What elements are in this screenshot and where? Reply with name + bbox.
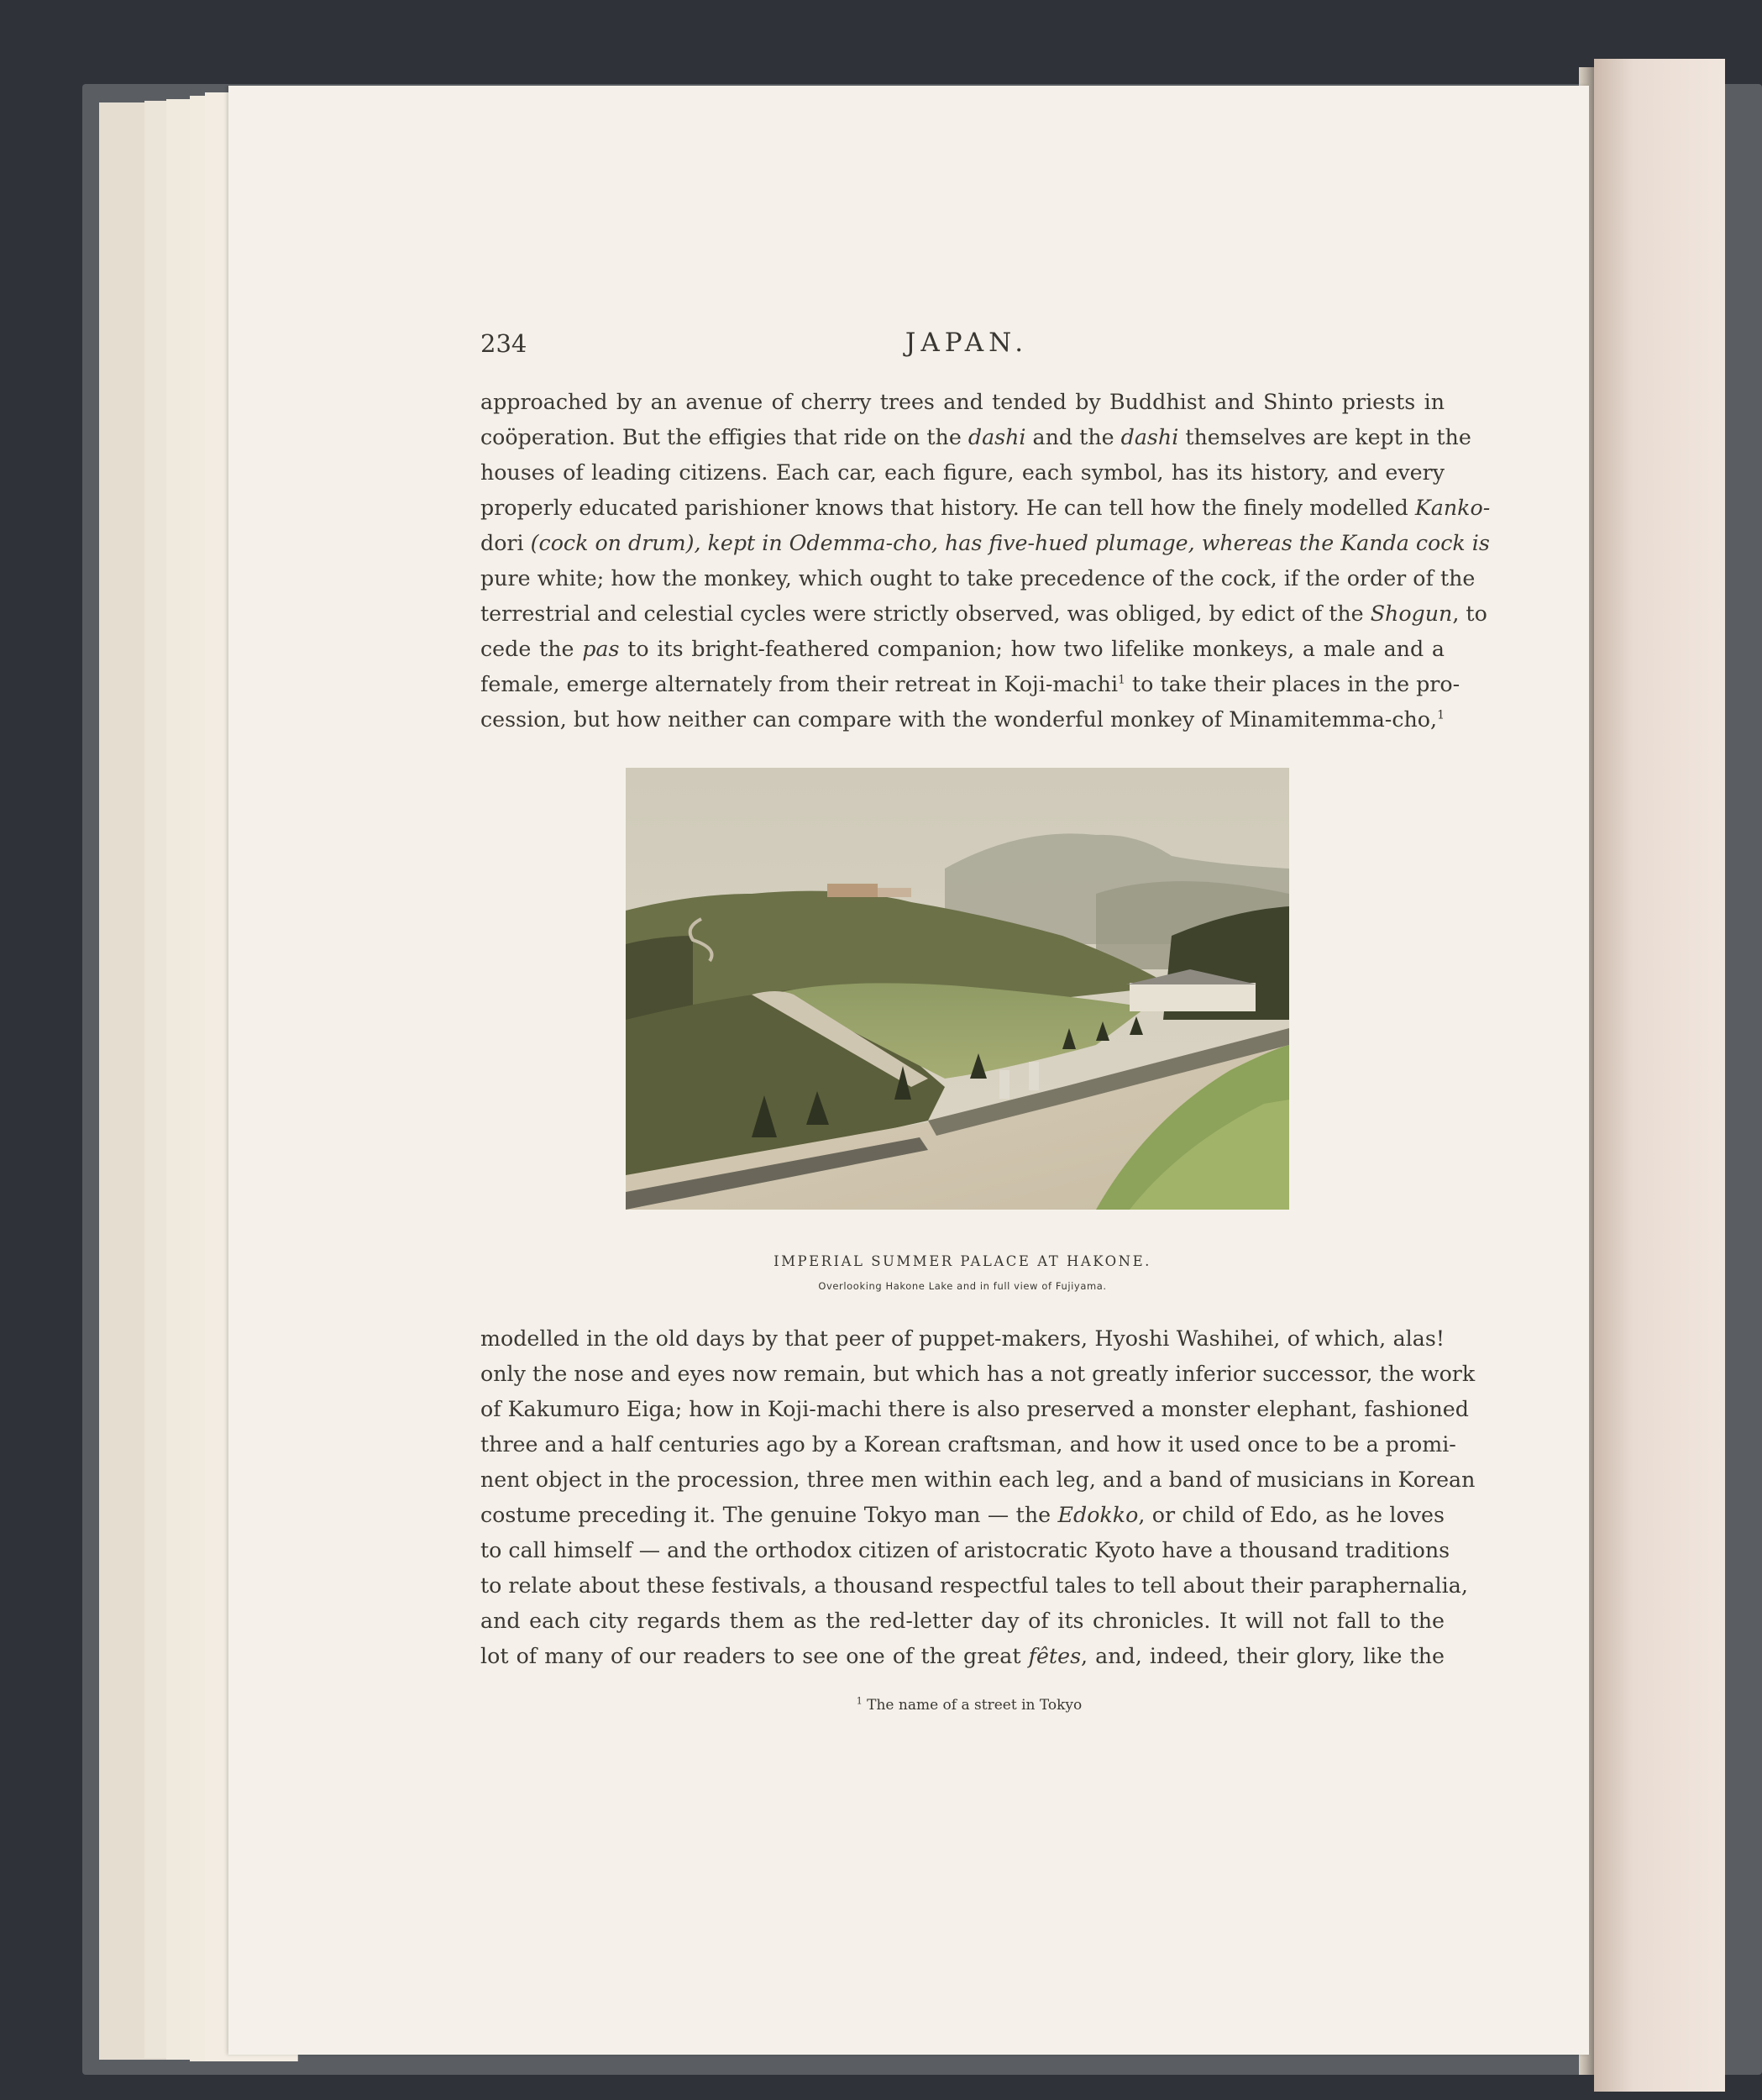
- text-segment: pure white; how the monkey, which ought to take precedence of the cock, if the order of the: [480, 566, 1476, 591]
- text-line: [480, 596, 1487, 632]
- text-segment: and each city regards them as the red-letter day of its chronicles. It will not fall to the: [480, 1609, 1445, 1633]
- text-line: [480, 1357, 1476, 1392]
- text-line: [480, 632, 1445, 667]
- text-line: [480, 1568, 1468, 1604]
- text-segment: lot of many of our readers to see one of the great: [480, 1644, 1029, 1668]
- text-segment: female, emerge alternately from their retreat in Koji-machi: [480, 672, 1119, 696]
- text-segment: to call himself — and the orthodox citizen of aristocratic Kyoto have a thousand traditions: [480, 1538, 1450, 1562]
- figure-caption-subtitle: Overlooking Hakone Lake and in full view of Fujiyama.: [818, 1280, 1107, 1292]
- running-title: JAPAN.: [905, 328, 1029, 358]
- text-line: [480, 1392, 1469, 1427]
- text-segment: nent object in the procession, three men within each leg, and a band of musicians in Korean: [480, 1467, 1476, 1492]
- italic-term: dashi: [1120, 425, 1179, 449]
- text-line: [480, 1321, 1445, 1357]
- text-line: [480, 385, 1445, 420]
- italic-term: Kanko-: [1414, 496, 1491, 520]
- text-segment: to its bright-feathered companion; how two lifelike monkeys, a male and a: [619, 637, 1445, 661]
- text-line: [480, 1533, 1450, 1568]
- text-line: [480, 1498, 1445, 1533]
- text-segment: approached by an avenue of cherry trees and tended by Buddhist and Shinto priests in: [480, 390, 1445, 414]
- text-segment: properly educated parishioner knows that history. He can tell how the finely modelled: [480, 496, 1415, 520]
- text-segment: to take their places in the pro-: [1125, 672, 1460, 696]
- text-segment: , or child of Edo, as he loves: [1138, 1503, 1445, 1527]
- text-segment: coöperation. But the effigies that ride on the: [480, 425, 968, 449]
- text-segment: cede the: [480, 637, 583, 661]
- text-segment: dori: [480, 531, 524, 555]
- text-segment: terrestrial and celestial cycles were strictly observed, was obliged, by edict of the: [480, 601, 1371, 626]
- paragraph-top: [480, 385, 1491, 738]
- text-segment: three and a half centuries ago by a Korean craftsman, and how it used once to be a promi-: [480, 1432, 1456, 1457]
- footnote-marker: 1: [856, 1695, 863, 1707]
- text-line: [480, 561, 1476, 596]
- paragraph-bottom: [480, 1321, 1476, 1674]
- footnote-text: The name of a street in Tokyo: [862, 1697, 1083, 1714]
- text-segment: costume preceding it. The genuine Tokyo man — the: [480, 1503, 1058, 1527]
- italic-term: (cock on drum), kept in Odemma-cho, has five-hued plumage, whereas the Kanda cock is: [523, 531, 1490, 555]
- text-line: [480, 491, 1491, 526]
- footnote-reference: 1: [1437, 708, 1445, 722]
- text-segment: of Kakumuro Eiga; how in Koji-machi there is also preserved a monster elephant, fashioned: [480, 1397, 1469, 1421]
- text-line: [480, 420, 1471, 455]
- text-line: [480, 1427, 1456, 1462]
- text-line: [480, 702, 1445, 738]
- italic-term: dashi: [968, 425, 1026, 449]
- text-line: [480, 1462, 1476, 1498]
- page-number: 234: [480, 329, 527, 358]
- text-segment: to relate about these festivals, a thousand respectful tales to tell about their paraphernalia,: [480, 1573, 1468, 1598]
- italic-term: Shogun: [1370, 601, 1453, 626]
- running-head: [480, 329, 1446, 366]
- footnote-reference: 1: [1118, 673, 1125, 687]
- text-line: [480, 526, 1490, 561]
- text-segment: modelled in the old days by that peer of puppet-makers, Hyoshi Washihei, of which, alas!: [480, 1326, 1445, 1351]
- text-segment: houses of leading citizens. Each car, each figure, each symbol, has its history, and every: [480, 460, 1445, 485]
- italic-term: fêtes: [1028, 1644, 1082, 1668]
- text-segment: only the nose and eyes now remain, but which has a not greatly inferior successor, the work: [480, 1362, 1476, 1386]
- text-segment: , to: [1452, 601, 1487, 626]
- text-line: [480, 667, 1460, 702]
- text-segment: , and, indeed, their glory, like the: [1081, 1644, 1445, 1668]
- italic-term: pas: [582, 637, 620, 661]
- facing-page-edge: [1594, 59, 1725, 2092]
- italic-term: Edokko: [1057, 1503, 1139, 1527]
- text-line: [480, 455, 1445, 491]
- text-line: [480, 1604, 1445, 1639]
- photograph-imperial-summer-palace: [626, 768, 1289, 1210]
- figure-caption-title: IMPERIAL SUMMER PALACE AT HAKONE.: [773, 1253, 1151, 1269]
- text-segment: and the: [1025, 425, 1121, 449]
- text-line: [480, 1639, 1445, 1674]
- footnote: [480, 1697, 1451, 1714]
- text-segment: themselves are kept in the: [1178, 425, 1471, 449]
- text-segment: cession, but how neither can compare with the wonderful monkey of Minamitemma-cho,: [480, 707, 1438, 732]
